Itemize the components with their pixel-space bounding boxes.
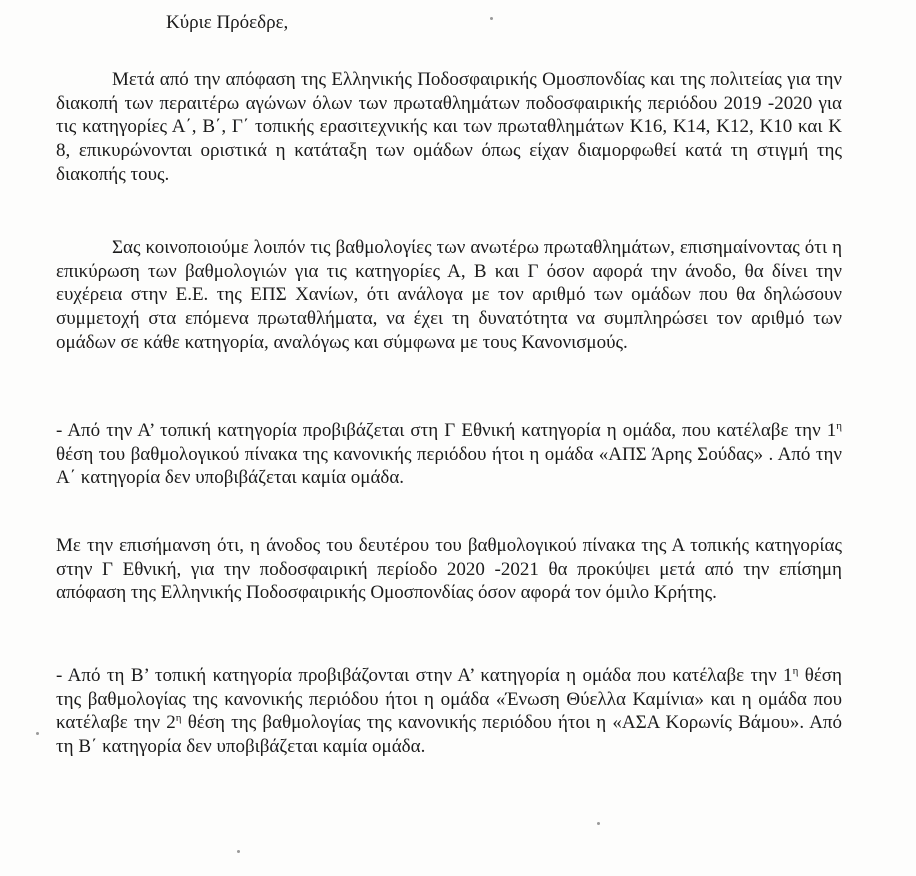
- salutation: Κύριε Πρόεδρε,: [166, 12, 289, 33]
- scan-speck: [597, 822, 600, 825]
- paragraph-category-a-text-1: - Από την Α’ τοπική κατηγορία προβιβάζεται στη Γ Εθνική κατηγορία η ομάδα, που κατέλαβε την 1: [56, 420, 837, 441]
- scan-speck: [237, 850, 240, 853]
- paragraph-category-a: [56, 419, 842, 490]
- paragraph-category-b: [56, 664, 842, 759]
- paragraph-category-b-text-2: θέση της βαθμολογίας της κανονικής περιόδου ήτοι η ομάδα «Ένωση Θύελλα Καμίνια» και η ομάδα που κατέλαβε την 2: [56, 665, 842, 734]
- paragraph-category-b-text-1: - Από τη Β’ τοπική κατηγορία προβιβάζονται στην Α’ κατηγορία η ομάδα που κατέλαβε την 1: [56, 665, 793, 686]
- ordinal-superscript: η: [175, 712, 182, 725]
- paragraph-standings: [56, 236, 842, 355]
- paragraph-category-a-text-2: θέση του βαθμολογικού πίνακα της κανονικής περιόδου ήτοι η ομάδα «ΑΠΣ Άρης Σούδας» . Από την Α΄ κατηγορία δεν υποβιβάζεται καμία ομάδα.: [56, 443, 842, 489]
- paragraph-note: Με την επισήμανση ότι, η άνοδος του δευτέρου του βαθμολογικού πίνακα της Α τοπικής κατηγορίας στην Γ Εθνική, για την ποδοσφαιρική περίοδο 2020 -2021 θα προκύψει μετά από την επίσημη απόφαση της Ελληνικής Ποδοσφαιρικής Ομοσπονδίας όσον αφορά τον όμιλο Κρήτης.: [56, 535, 842, 604]
- paragraph-decision: [56, 68, 842, 187]
- scan-speck: [36, 732, 39, 735]
- paragraph-category-b-text-3: θέση της βαθμολογίας της κανονικής περιόδου ήτοι η «ΑΣΑ Κορωνίς Βάμου». Από τη Β΄ κατηγορία δεν υποβιβάζεται καμία ομάδα.: [56, 712, 843, 758]
- ordinal-superscript: η: [836, 420, 842, 432]
- paragraph-decision-text: Μετά από την απόφαση της Ελληνικής Ποδοσφαιρικής Ομοσπονδίας και της πολιτείας για την διακοπή των περαιτέρω αγώνων όλων των πρωταθλημάτων ποδοσφαιρικής περιόδου 2019 -2020 για τις κατηγορίες Α΄, Β΄, Γ΄ τοπικής ερασιτεχνικής και των πρωταθλημάτων Κ16, Κ14, Κ12, Κ10 και Κ 8, επικυρώνονται οριστικά η κατάταξη των ομάδων όπως είχαν διαμορφωθεί κατά τη στιγμή της διακοπής τους.: [56, 69, 842, 185]
- ordinal-superscript: η: [792, 665, 799, 677]
- paragraph-standings-text: Σας κοινοποιούμε λοιπόν τις βαθμολογίες των ανωτέρω πρωταθλημάτων, επισημαίνοντας ότι η επικύρωση των βαθμολογιών για τις κατηγορίες Α, Β και Γ όσον αφορά την άνοδο, θα δίνει την ευχέρεια στην Ε.Ε. της ΕΠΣ Χανίων, ότι ανάλογα με τον αριθμό των ομάδων που θα δηλώσουν συμμετοχή στα επόμενα πρωταθλήματα, να έχει τη δυνατότητα να συμπληρώσει τον αριθμό των ομάδων σε κάθε κατηγορία, αναλόγως και σύμφωνα με τους Κανονισμούς.: [56, 237, 842, 353]
- scan-speck: [490, 17, 493, 20]
